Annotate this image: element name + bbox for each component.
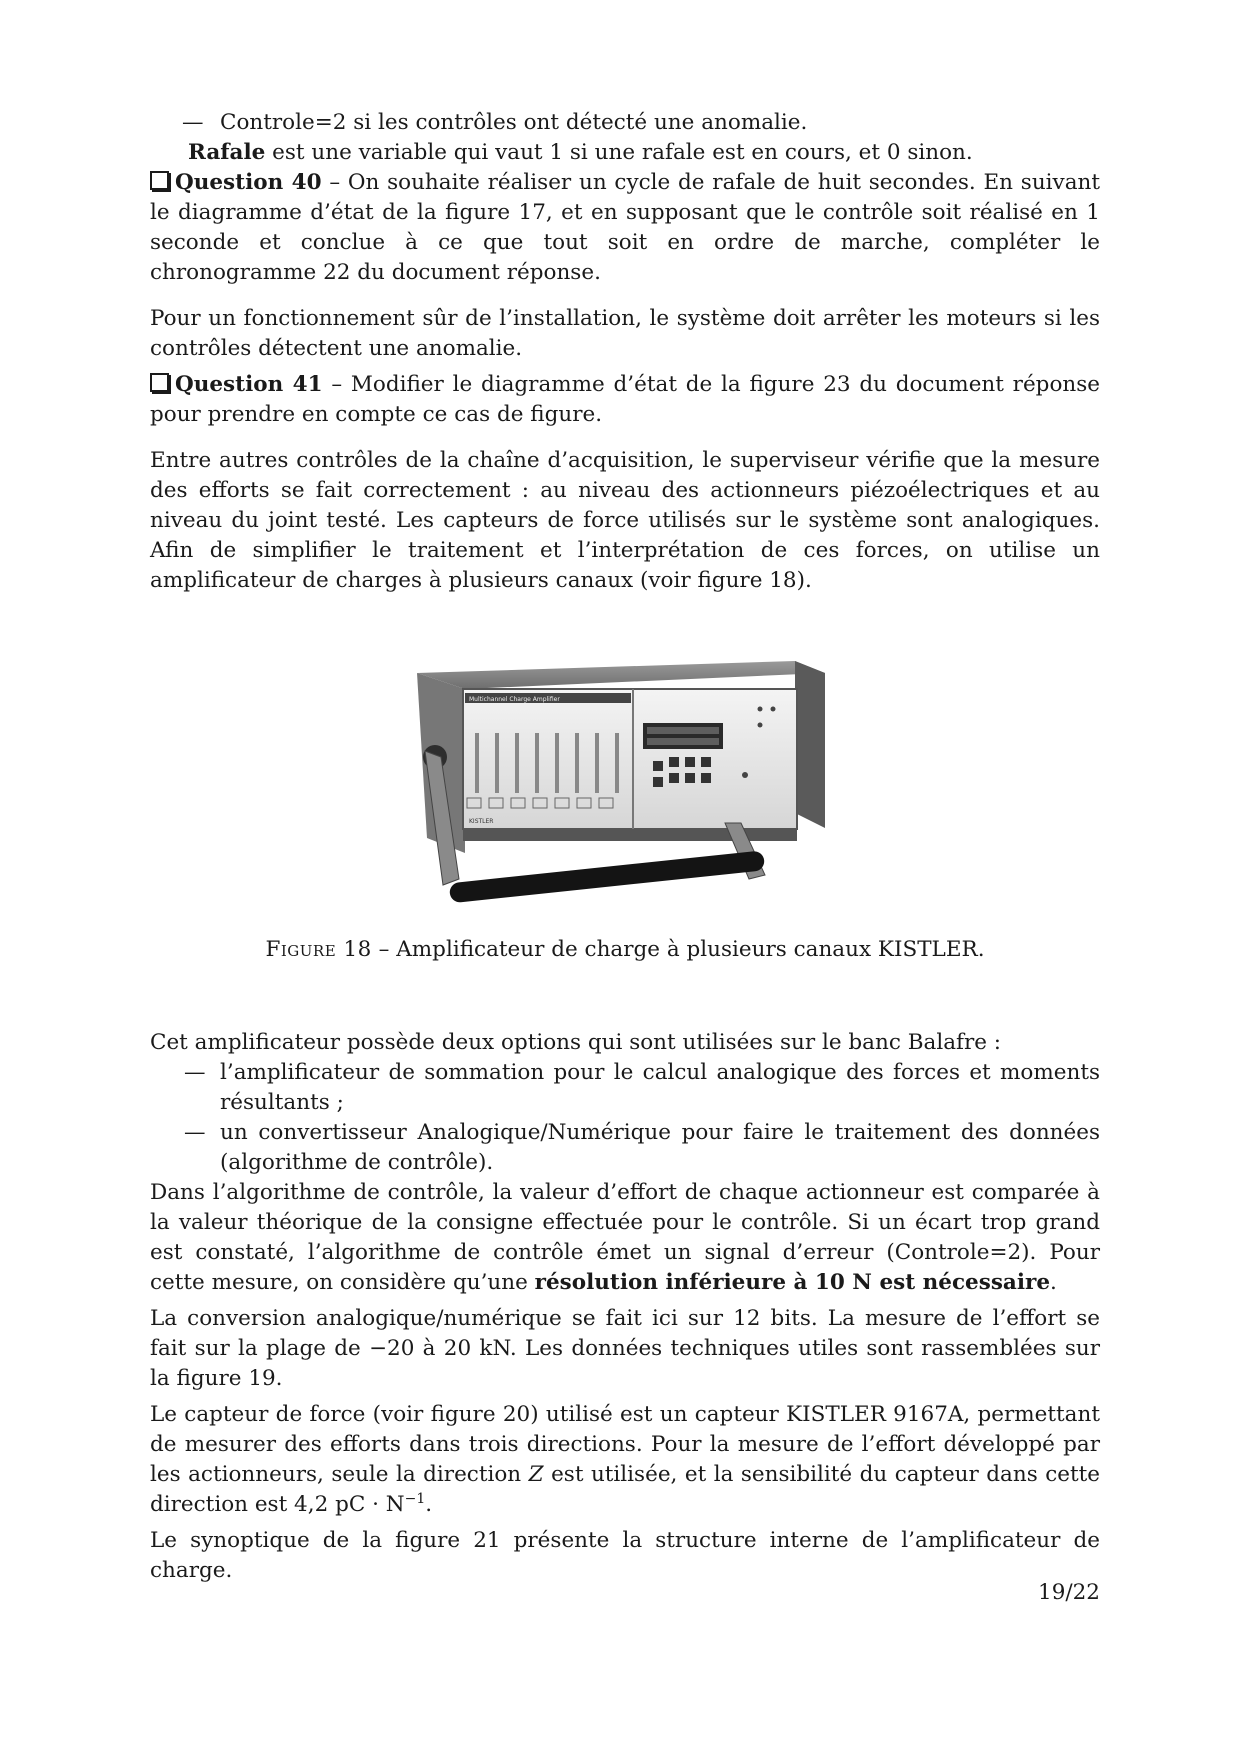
question-40 [150,168,1100,288]
channel-slider [475,733,479,793]
keypad-button [701,773,711,783]
paragraph-safety: Pour un fonctionnement sûr de l’installation, le système doit arrêter les moteurs si les contrôles détectent une anomalie. [150,306,1100,361]
charge-amplifier-image [405,653,845,913]
direction-variable: Z [528,1462,544,1487]
section-after-figure [150,1028,1100,1586]
channel-slider [615,733,619,793]
question-41 [150,370,1100,430]
rafale-term: Rafale [188,140,266,165]
rafale-definition [150,138,1100,168]
figure-18 [150,653,1100,965]
keypad-button [653,777,663,787]
channel-slider [495,733,499,793]
paragraph-controls: Entre autres contrôles de la chaîne d’acquisition, le superviseur vérifie que la mesure des efforts se fait correctement : au niveau des actionneurs piézoélectriques et au niveau du joint testé. Les capteurs de force utilisés sur le système sont analogiques. Afin de simplifier le traitement et l’interprétation de ces forces, on utilise un amplificateur de charges à plusieurs canaux (voir figure 18). [150,448,1100,593]
option-item-1 [150,1058,1100,1118]
paragraph-sensor-end: . [425,1492,433,1517]
keypad-button [685,757,695,767]
top-list-item-text: Controle=2 si les contrôles ont détecté une anomalie. [220,110,808,135]
top-list-item [150,108,1100,138]
paragraph-conversion: La conversion analogique/numérique se fait ici sur 12 bits. La mesure de l’effort se fait sur la plage de −20 à 20 kN. Les données techniques utiles sont rassemblées sur la figure 19. [150,1306,1100,1391]
channel-slider [515,733,519,793]
paragraph-sensor [150,1400,1100,1520]
dash-marker: — [184,1120,206,1145]
amplifier-side [795,661,825,828]
dash-marker: — [184,1060,206,1085]
panel-title: Multichannel Charge Amplifier [469,696,560,703]
paragraph-algorithm-text: Dans l’algorithme de contrôle, la valeur d’effort de chaque actionneur est comparée à la valeur théorique de la consigne effectuée pour le contrôle. Si un écart trop grand est constaté, l’algorithme de contrôle émet un signal d’erreur (Controle=2). Pour cette mesure, on considère qu’une [150,1180,1100,1295]
keypad-button [669,757,679,767]
keypad-button [669,773,679,783]
status-led [771,707,776,712]
page-number: 19/22 [1038,1580,1100,1605]
option-item-1-text: l’amplificateur de sommation pour le calcul analogique des forces et moments résultants ; [220,1060,1100,1115]
question-41-text: – Modifier le diagramme d’état de la figure 23 du document réponse pour prendre en compte ce cas de figure. [150,372,1100,427]
paragraph-options-intro: Cet amplificateur possède deux options qui sont utilisées sur le banc Balafre : [150,1030,1002,1055]
paragraph-sensor-text-2: est utilisée, et la sensibilité du capteur dans cette direction est 4,2 pC · N [150,1462,1100,1517]
status-led [758,707,763,712]
question-40-text: – On souhaite réaliser un cycle de rafale de huit secondes. En suivant le diagramme d’état de la figure 17, et en supposant que le contrôle soit réalisé en 1 seconde et conclue à ce que tout soit en ordre de marche, compléter le chronogramme 22 du document réponse. [150,170,1100,285]
lcd-display [643,723,723,749]
question-40-label: Question 40 [175,170,322,195]
figure-label: Figure 18 [265,937,372,962]
channel-slider [555,733,559,793]
question-41-label: Question 41 [175,372,323,397]
keypad-button [685,773,695,783]
status-led [742,772,748,778]
checkbox-icon [150,373,169,392]
figure-caption [150,935,1100,965]
amplifier-top-cover [417,661,825,689]
dash-marker: — [182,110,204,135]
keypad-button [701,757,711,767]
checkbox-icon [150,171,169,190]
option-item-2-text: un convertisseur Analogique/Numérique pour faire le traitement des données (algorithme de contrôle). [220,1120,1100,1175]
paragraph-synoptic: Le synoptique de la figure 21 présente la structure interne de l’amplificateur de charge. [150,1528,1100,1583]
paragraph-sensor-text: Le capteur de force (voir figure 20) utilisé est un capteur KISTLER 9167A, permettant de mesurer des efforts dans trois directions. Pour la mesure de l’effort développé par les actionneurs, seule la direction [150,1402,1100,1487]
exponent: −1 [404,1490,426,1507]
lcd-line [647,727,719,734]
handle-grip [449,850,765,903]
option-item-2 [150,1118,1100,1178]
figure-caption-text: – Amplificateur de charge à plusieurs canaux KISTLER. [371,937,985,962]
channel-slider [575,733,579,793]
resolution-requirement: résolution inférieure à 10 N est nécessaire [534,1270,1051,1295]
rafale-text: est une variable qui vaut 1 si une rafale est en cours, et 0 sinon. [265,140,973,165]
channel-slider [535,733,539,793]
paragraph-algorithm-end: . [1050,1270,1057,1295]
channel-slider [595,733,599,793]
page-content [150,108,1100,1583]
keypad-button [653,761,663,771]
lcd-line [647,738,719,745]
brand-label: KISTLER [469,818,494,825]
status-led [758,723,763,728]
paragraph-algorithm [150,1178,1100,1298]
